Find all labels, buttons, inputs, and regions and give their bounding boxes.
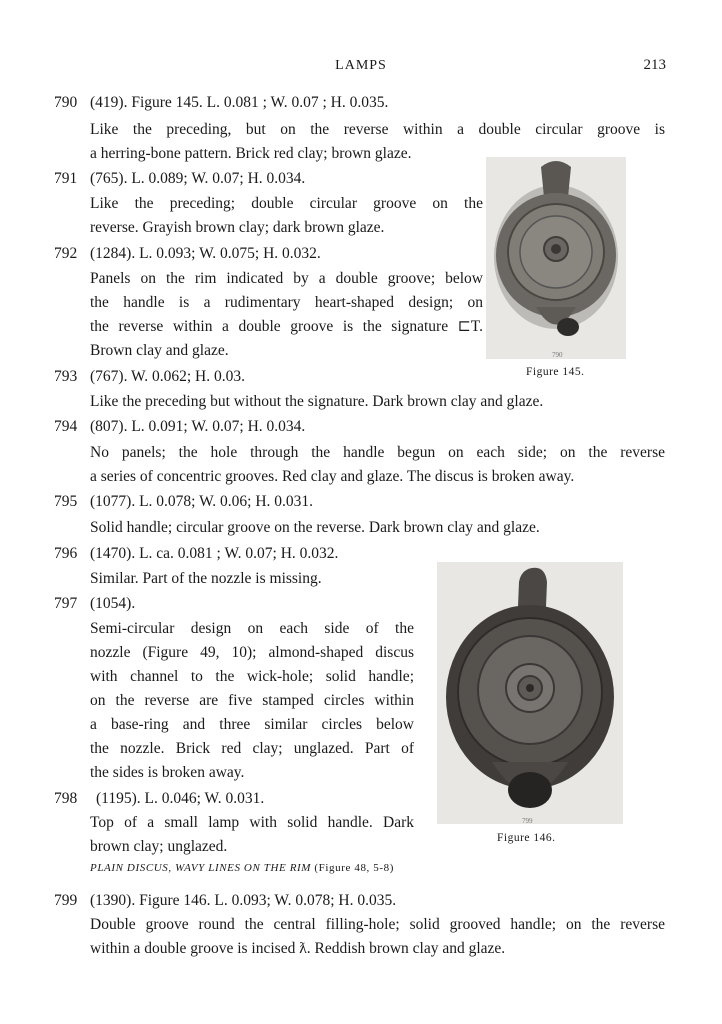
entry-line: Similar. Part of the nozzle is missing. xyxy=(90,570,322,587)
section-subheading xyxy=(90,862,394,874)
entry-line: (1390). Figure 146. L. 0.093; W. 0.078; H. 0.035. xyxy=(90,892,397,909)
entry-line: (1284). L. 0.093; W. 0.075; H. 0.032. xyxy=(90,245,321,262)
entry-line: Like the preceding but without the signature. Dark brown clay and glaze. xyxy=(90,393,544,410)
entry-line: (807). L. 0.091; W. 0.07; H. 0.034. xyxy=(90,418,306,435)
entry-line: brown clay; unglazed. xyxy=(90,838,228,855)
entry-line: the handle is a rudimentary heart-shaped design; on xyxy=(90,294,483,311)
entry-number: 797 xyxy=(54,595,78,612)
entry-line: on the reverse are five stamped circles within xyxy=(90,692,414,709)
page-number: 213 xyxy=(643,57,666,73)
entry-number: 795 xyxy=(54,493,78,510)
entry-line: Semi-circular design on each side of the xyxy=(90,620,414,637)
entry-line: (767). W. 0.062; H. 0.03. xyxy=(90,368,245,385)
subheading-title: PLAIN DISCUS, WAVY LINES ON THE RIM xyxy=(90,862,312,874)
entry-line: the reverse within a double groove is the signature ⊏T. xyxy=(90,318,483,335)
entry-line: (765). L. 0.089; W. 0.07; H. 0.034. xyxy=(90,170,306,187)
figure-145-photo xyxy=(486,157,626,359)
entry-line: Solid handle; circular groove on the reverse. Dark brown clay and glaze. xyxy=(90,519,540,536)
entry-number: 794 xyxy=(54,418,78,435)
figure-146-caption: Figure 146. xyxy=(497,832,556,844)
entry-line: No panels; the hole through the handle begun on each side; on the reverse xyxy=(90,444,665,461)
entry-line: nozzle (Figure 49, 10); almond-shaped discus xyxy=(90,644,414,661)
entry-number: 792 xyxy=(54,245,78,262)
entry-line: (1470). L. ca. 0.081 ; W. 0.07; H. 0.032. xyxy=(90,545,339,562)
figure-146-photo xyxy=(437,562,623,824)
entry-line: the nozzle. Brick red clay; unglazed. Part of xyxy=(90,740,414,757)
entry-number: 790 xyxy=(54,94,78,111)
entry-number: 791 xyxy=(54,170,78,187)
entry-line: reverse. Grayish brown clay; dark brown glaze. xyxy=(90,219,385,236)
entry-number: 799 xyxy=(54,892,78,909)
entry-number: 796 xyxy=(54,545,78,562)
entry-line: Double groove round the central filling-hole; solid grooved handle; on the reverse xyxy=(90,916,665,933)
header-title: LAMPS xyxy=(335,58,387,73)
entry-line: Panels on the rim indicated by a double groove; below xyxy=(90,270,483,287)
entry-line: (1077). L. 0.078; W. 0.06; H. 0.031. xyxy=(90,493,314,510)
subheading-figure-ref: (Figure 48, 5-8) xyxy=(314,862,394,874)
figure-145-caption: Figure 145. xyxy=(526,366,585,378)
entry-line: a base-ring and three similar circles below xyxy=(90,716,414,733)
entry-line: Like the preceding, but on the reverse within a double circular groove is xyxy=(90,121,665,138)
entry-line: (419). Figure 145. L. 0.081 ; W. 0.07 ; H. 0.035. xyxy=(90,94,389,111)
entry-number: 798 xyxy=(54,790,78,807)
entry-line: a herring-bone pattern. Brick red clay; brown glaze. xyxy=(90,145,412,162)
figure-145-plate-number: 790 xyxy=(552,351,563,359)
entry-line: Brown clay and glaze. xyxy=(90,342,229,359)
entry-line: with channel to the wick-hole; solid handle; xyxy=(90,668,414,685)
entry-number: 793 xyxy=(54,368,78,385)
entry-line: (1054). xyxy=(90,595,136,612)
entry-line: (1195). L. 0.046; W. 0.031. xyxy=(96,790,265,807)
entry-line: Top of a small lamp with solid handle. Dark xyxy=(90,814,414,831)
entry-line: the sides is broken away. xyxy=(90,764,245,781)
figure-146-plate-number: 799 xyxy=(522,817,533,825)
entry-line: within a double groove is incised ƛ. Reddish brown clay and glaze. xyxy=(90,940,506,957)
entry-line: a series of concentric grooves. Red clay and glaze. The discus is broken away. xyxy=(90,468,575,485)
entry-line: Like the preceding; double circular groove on the xyxy=(90,195,483,212)
